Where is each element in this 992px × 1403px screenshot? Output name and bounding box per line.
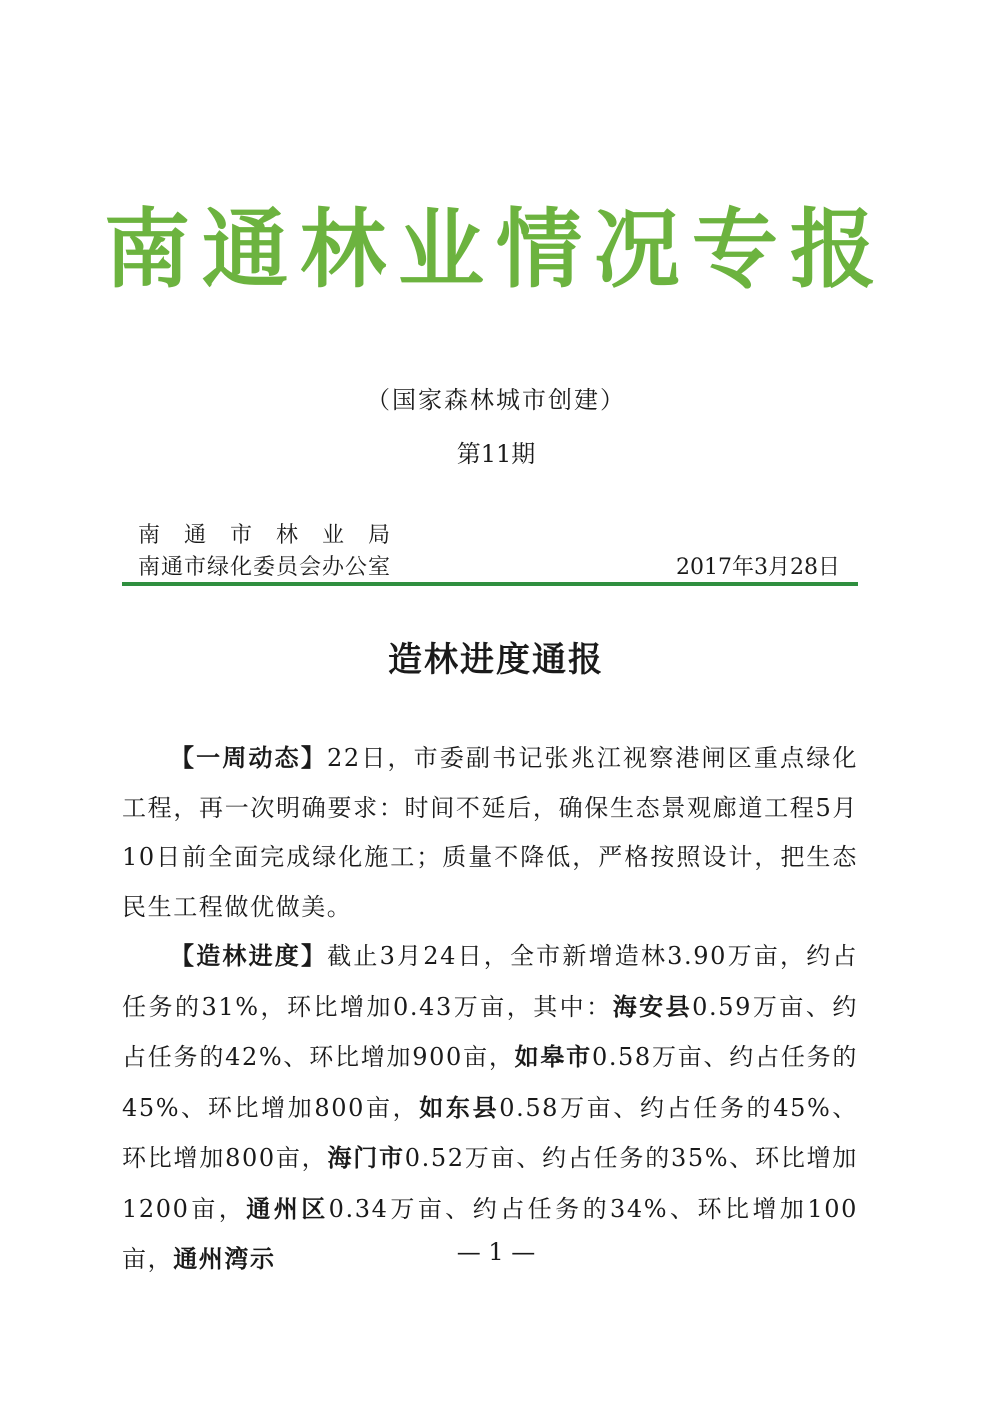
paragraph-weekly-news: [122, 734, 858, 932]
county-stats: 0.59万亩、约占任务的42%、环比增加900亩，: [122, 992, 858, 1071]
county-name: 通州区: [246, 1193, 329, 1223]
county-name: 通州湾示: [173, 1244, 276, 1273]
county-name: 如皋市: [514, 1042, 592, 1071]
masthead-title: 南通林业情况专报: [104, 200, 888, 300]
masthead-subtitle: （国家森林城市创建）: [366, 386, 626, 414]
weekly-news-tag: 【一周动态】: [170, 744, 328, 772]
county-name: 海安县: [612, 991, 693, 1021]
county-stats: 0.52万亩、约占任务的35%、环比增加1200亩，: [122, 1144, 858, 1223]
paragraph-afforestation-progress: [122, 932, 858, 1273]
progress-tag: 【造林进度】: [170, 942, 328, 970]
page-number: — 1 —: [456, 1238, 536, 1266]
issue-date: 2017年3月28日: [676, 555, 840, 580]
header-divider: [122, 582, 858, 586]
weekly-news-text: 22日，市委副书记张兆江视察港闸区重点绿化工程，再一次明确要求：时间不延后，确保生态景观廊道工程5月10日前全面完成绿化施工；质量不降低，严格按照设计，把生态民生工程做优做美。: [122, 744, 858, 921]
issue-number: 第11期: [456, 440, 536, 468]
county-name: 如东县: [419, 1092, 500, 1122]
county-stats: 0.58万亩、约占任务的45%、环比增加800亩，: [122, 1093, 858, 1172]
progress-intro: 截止3月24日，全市新增造林3.90万亩，约占任务的31%，环比增加0.43万亩，其中：: [122, 942, 858, 1021]
issuer-org-forestry-bureau: 南通市林业局: [138, 523, 415, 548]
article-title: 造林进度通报: [388, 640, 604, 680]
issuer-org-greening-office: 南通市绿化委员会办公室: [138, 555, 392, 580]
county-stats: 0.58万亩、约占任务的45%、环比增加800亩，: [122, 1043, 858, 1122]
county-stats: 0.34万亩、约占任务的34%、环比增加100亩，: [122, 1194, 858, 1273]
county-name: 海门市: [327, 1143, 405, 1172]
